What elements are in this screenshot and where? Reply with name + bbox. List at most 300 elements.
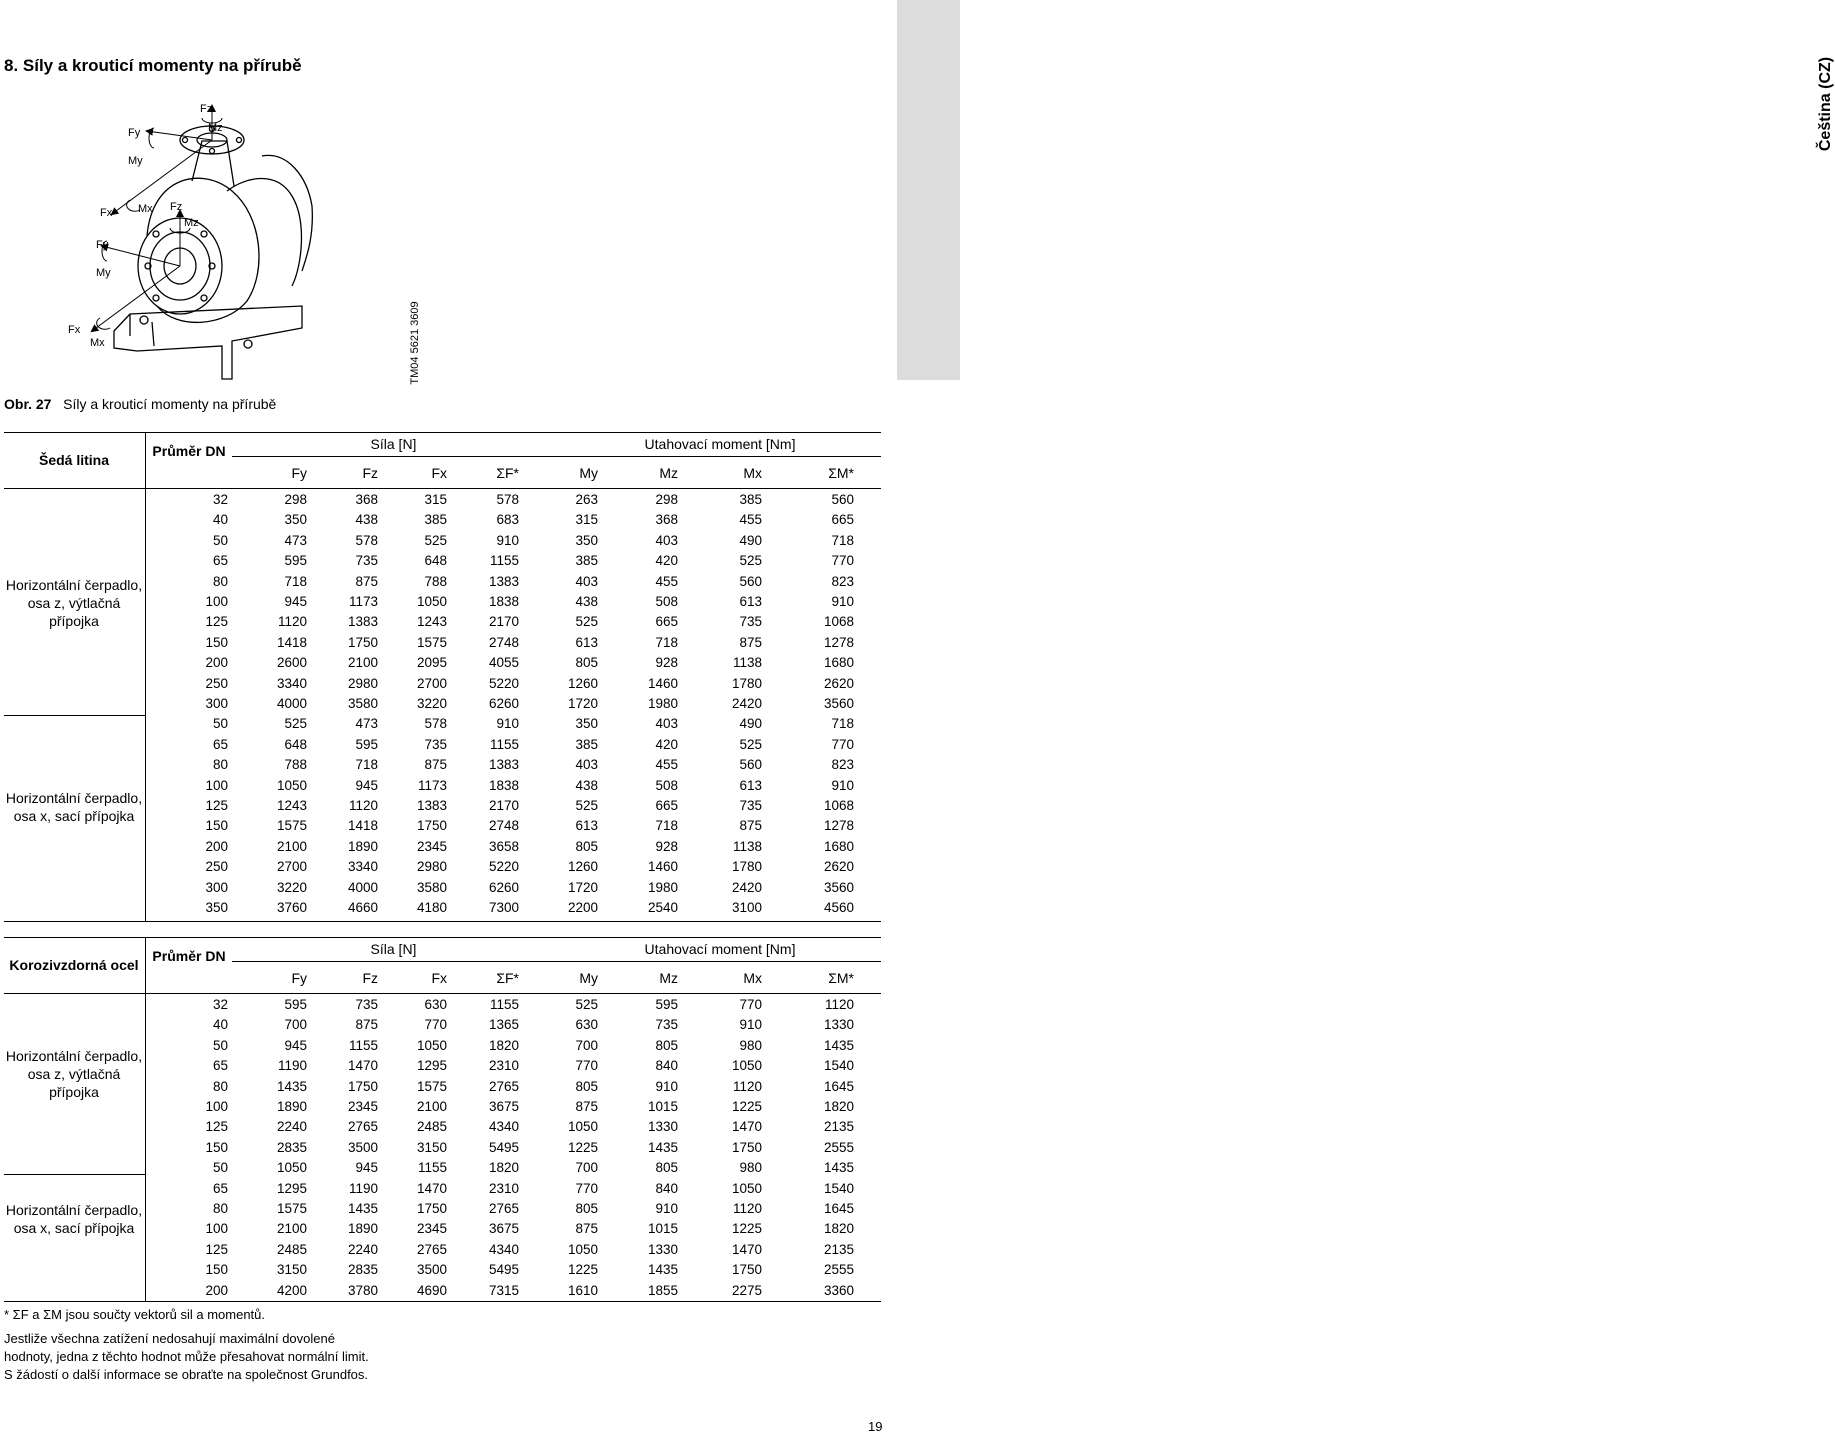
figure-caption-prefix: Obr. 27 [4, 396, 52, 412]
table-row [150, 1138, 881, 1158]
dn-cell: 100 [205, 594, 228, 609]
value-cell: 1050 [276, 1160, 307, 1176]
value-cell: 910 [655, 1201, 678, 1216]
dn-cell: 80 [212, 573, 228, 589]
table-row [150, 776, 881, 796]
dn-cell: 65 [212, 736, 228, 752]
value-cell: 595 [284, 997, 307, 1012]
value-cell: 1225 [567, 1262, 598, 1278]
value-cell: 385 [739, 492, 762, 507]
dn-cell: 125 [205, 798, 228, 813]
value-cell: 770 [424, 1017, 447, 1033]
value-cell: 2135 [823, 1119, 854, 1135]
value-cell: 508 [655, 594, 678, 609]
value-cell: 455 [655, 757, 678, 773]
value-cell: 805 [575, 838, 598, 854]
value-cell: 1418 [276, 634, 307, 650]
column-header: My [579, 970, 598, 986]
value-cell: 1890 [276, 1099, 307, 1114]
value-cell: 910 [831, 777, 854, 793]
material-label: Šedá litina [38, 452, 110, 468]
value-cell: 490 [739, 532, 762, 548]
value-cell: 438 [575, 777, 598, 793]
suction-mx-label: Mx [90, 337, 105, 349]
group1-label: Horizontální čerpadlo, osa z, výtlačná přípojka [5, 577, 143, 629]
dn-cell: 50 [212, 1037, 228, 1053]
dn-header-text: Průměr DN [152, 443, 226, 459]
value-cell: 1278 [823, 818, 854, 834]
value-cell: 2555 [823, 1262, 854, 1278]
value-cell: 613 [575, 818, 598, 834]
suction-my-label: My [96, 267, 111, 279]
value-cell: 1120 [348, 798, 378, 813]
value-cell: 2835 [347, 1262, 378, 1278]
group2-label: Horizontální čerpadlo, osa x, sací přípojka [5, 1202, 143, 1236]
value-cell: 665 [655, 798, 678, 813]
pump-flange-figure [52, 96, 332, 386]
table-row [150, 898, 881, 918]
value-cell: 613 [575, 634, 598, 650]
dn-cell: 65 [212, 553, 228, 569]
value-cell: 4000 [347, 879, 378, 895]
value-cell: 2100 [347, 655, 378, 671]
value-cell: 3658 [488, 838, 519, 854]
dn-cell: 125 [205, 1241, 228, 1257]
value-cell: 1225 [567, 1139, 598, 1155]
value-cell: 700 [284, 1017, 307, 1033]
value-cell: 2240 [347, 1241, 378, 1257]
column-header: ΣM* [828, 970, 854, 986]
value-cell: 1460 [647, 859, 678, 875]
value-cell: 1173 [417, 777, 447, 793]
value-cell: 1155 [489, 997, 519, 1012]
discharge-fz-label: Fz [200, 103, 213, 115]
value-cell: 3500 [416, 1262, 447, 1278]
dn-cell: 150 [205, 1139, 228, 1155]
value-cell: 910 [831, 594, 854, 609]
value-cell: 1890 [347, 1221, 378, 1237]
table-row [150, 837, 881, 857]
group2-label: Horizontální čerpadlo, osa x, sací přípojka [5, 790, 143, 824]
value-cell: 788 [284, 757, 307, 773]
language-tab [897, 0, 1834, 380]
dn-cell: 80 [212, 757, 228, 773]
torque-header: Utahovací moment [Nm] [644, 436, 796, 452]
value-cell: 455 [655, 573, 678, 589]
value-cell: 1190 [348, 1180, 378, 1196]
value-cell: 1383 [416, 798, 447, 813]
value-cell: 1820 [488, 1160, 519, 1176]
value-cell: 1750 [731, 1139, 762, 1155]
value-cell: 1750 [347, 634, 378, 650]
value-cell: 5220 [488, 859, 519, 875]
value-cell: 665 [655, 614, 678, 630]
value-cell: 805 [655, 1160, 678, 1176]
value-cell: 945 [284, 594, 307, 609]
value-cell: 875 [739, 634, 762, 650]
column-header: ΣF* [496, 970, 519, 986]
torque-header: Utahovací moment [Nm] [644, 941, 796, 957]
value-cell: 298 [655, 492, 678, 507]
suction-fz-label: Fz [170, 201, 183, 213]
table-row [150, 551, 881, 571]
dn-cell: 100 [205, 1099, 228, 1114]
value-cell: 595 [284, 553, 307, 569]
value-cell: 4055 [488, 655, 519, 671]
footnote-line-3: S žádostí o další informace se obraťte na společnost Grundfos. [4, 1367, 369, 1382]
value-cell: 1260 [567, 675, 598, 691]
value-cell: 560 [739, 757, 762, 773]
value-cell: 5495 [488, 1139, 519, 1155]
value-cell: 490 [739, 716, 762, 732]
value-cell: 455 [739, 512, 762, 528]
value-cell: 1435 [276, 1078, 307, 1094]
value-cell: 1418 [347, 818, 378, 834]
value-cell: 1120 [732, 1078, 762, 1094]
value-cell: 1980 [647, 879, 678, 895]
value-cell: 945 [355, 1160, 378, 1176]
dn-cell: 250 [205, 675, 228, 691]
value-cell: 1435 [347, 1201, 378, 1216]
discharge-mx-label: Mx [138, 203, 153, 215]
value-cell: 805 [575, 1078, 598, 1094]
value-cell: 4660 [347, 900, 378, 915]
dn-cell: 65 [212, 1180, 228, 1196]
value-cell: 525 [284, 716, 307, 732]
value-cell: 1050 [416, 594, 447, 609]
value-cell: 735 [739, 798, 762, 813]
value-cell: 1138 [732, 838, 762, 854]
value-cell: 2485 [276, 1241, 307, 1257]
table-row [150, 857, 881, 877]
value-cell: 2310 [488, 1180, 519, 1196]
value-cell: 718 [655, 634, 678, 650]
value-cell: 1750 [347, 1078, 378, 1094]
dn-cell: 100 [205, 777, 228, 793]
table-row [150, 1199, 881, 1219]
dn-cell: 100 [205, 1221, 228, 1237]
value-cell: 2555 [823, 1139, 854, 1155]
value-cell: 1820 [823, 1221, 854, 1237]
dn-header-text: Průměr DN [152, 948, 226, 964]
value-cell: 1155 [348, 1037, 378, 1053]
value-cell: 3340 [276, 675, 307, 691]
table-row [150, 755, 881, 775]
value-cell: 578 [355, 532, 378, 548]
value-cell: 648 [284, 736, 307, 752]
column-header: Fy [291, 970, 307, 986]
table-row [150, 1015, 881, 1035]
value-cell: 1295 [276, 1180, 307, 1196]
value-cell: 263 [575, 492, 598, 507]
value-cell: 718 [284, 573, 307, 589]
value-cell: 473 [355, 716, 378, 732]
value-cell: 665 [831, 512, 854, 528]
table-row [150, 490, 881, 510]
value-cell: 1645 [823, 1078, 854, 1094]
column-header: Mz [659, 970, 678, 986]
footnote-line-2: hodnoty, jedna z těchto hodnot může přesahovat normální limit. [4, 1349, 369, 1364]
table-row [150, 572, 881, 592]
table-row [150, 674, 881, 694]
value-cell: 1980 [647, 696, 678, 711]
value-cell: 1173 [348, 594, 378, 609]
value-cell: 980 [739, 1160, 762, 1176]
value-cell: 1750 [416, 1201, 447, 1216]
force-header: Síla [N] [370, 941, 417, 957]
value-cell: 805 [575, 655, 598, 671]
table-row [150, 633, 881, 653]
value-cell: 1260 [567, 859, 598, 875]
value-cell: 1068 [823, 798, 854, 813]
suction-fx-label: Fx [68, 324, 81, 336]
figure-caption-text: Síly a krouticí momenty na přírubě [63, 396, 277, 412]
table-row [150, 816, 881, 836]
value-cell: 350 [575, 532, 598, 548]
value-cell: 3220 [416, 696, 447, 711]
value-cell: 700 [575, 1160, 598, 1176]
value-cell: 315 [575, 512, 598, 528]
value-cell: 2620 [823, 859, 854, 875]
value-cell: 1575 [416, 634, 447, 650]
value-cell: 315 [424, 492, 447, 507]
column-header: Fx [431, 970, 447, 986]
dn-cell: 200 [205, 1282, 228, 1298]
value-cell: 2485 [416, 1119, 447, 1135]
value-cell: 1460 [647, 675, 678, 691]
value-cell: 1575 [416, 1078, 447, 1094]
table-row [150, 592, 881, 612]
value-cell: 3675 [488, 1099, 519, 1114]
value-cell: 3760 [276, 900, 307, 915]
value-cell: 1155 [489, 553, 519, 569]
value-cell: 2240 [276, 1119, 307, 1135]
stainless-table [4, 937, 881, 1302]
value-cell: 1050 [416, 1037, 447, 1053]
value-cell: 3580 [347, 696, 378, 711]
column-header: Mx [743, 465, 762, 481]
value-cell: 805 [575, 1201, 598, 1216]
column-header: Mx [743, 970, 762, 986]
value-cell: 1015 [647, 1099, 678, 1114]
value-cell: 525 [575, 997, 598, 1012]
dn-cell: 40 [212, 512, 228, 528]
value-cell: 875 [424, 757, 447, 773]
dn-cell: 80 [212, 1201, 228, 1216]
value-cell: 4340 [488, 1119, 519, 1135]
section-title: 8. Síly a krouticí momenty na přírubě [4, 56, 302, 75]
value-cell: 718 [831, 532, 854, 548]
value-cell: 1050 [731, 1180, 762, 1196]
table-row [150, 694, 881, 714]
value-cell: 2748 [488, 634, 519, 650]
table-row [150, 1036, 881, 1056]
table-row [150, 714, 881, 734]
value-cell: 403 [655, 532, 678, 548]
table-row [150, 1240, 881, 1260]
value-cell: 298 [284, 492, 307, 507]
footnote-sum: * ΣF a ΣM jsou součty vektorů sil a momentů. [4, 1307, 265, 1322]
value-cell: 2100 [276, 1221, 307, 1237]
value-cell: 1820 [823, 1099, 854, 1114]
value-cell: 823 [831, 573, 854, 589]
value-cell: 928 [655, 838, 678, 854]
column-header: ΣM* [828, 465, 854, 481]
value-cell: 4180 [416, 900, 447, 915]
value-cell: 910 [655, 1078, 678, 1094]
value-cell: 630 [575, 1017, 598, 1033]
value-cell: 4560 [823, 900, 854, 915]
value-cell: 3560 [823, 696, 854, 711]
value-cell: 1575 [276, 1201, 307, 1216]
column-header: Fy [291, 465, 307, 481]
material-label: Korozivzdorná ocel [9, 957, 139, 973]
column-header: ΣF* [496, 465, 519, 481]
value-cell: 980 [739, 1037, 762, 1053]
value-cell: 840 [655, 1180, 678, 1196]
value-cell: 1050 [731, 1058, 762, 1074]
value-cell: 3150 [276, 1262, 307, 1278]
table-row [150, 1077, 881, 1097]
value-cell: 1050 [276, 777, 307, 793]
table-row [150, 1281, 881, 1301]
value-cell: 2100 [276, 838, 307, 854]
value-cell: 630 [424, 997, 447, 1012]
dn-cell: 200 [205, 655, 228, 671]
value-cell: 1645 [823, 1201, 854, 1216]
value-cell: 735 [355, 553, 378, 569]
value-cell: 718 [355, 757, 378, 773]
value-cell: 1330 [647, 1119, 678, 1135]
value-cell: 613 [739, 594, 762, 609]
table-row [150, 1056, 881, 1076]
value-cell: 1225 [731, 1099, 762, 1114]
value-cell: 368 [655, 512, 678, 528]
value-cell: 1015 [647, 1221, 678, 1237]
value-cell: 7300 [488, 900, 519, 915]
value-cell: 1050 [567, 1119, 598, 1135]
value-cell: 1470 [731, 1119, 762, 1135]
value-cell: 2310 [488, 1058, 519, 1074]
value-cell: 1295 [416, 1058, 447, 1074]
value-cell: 438 [575, 594, 598, 609]
value-cell: 1190 [277, 1058, 307, 1074]
value-cell: 560 [831, 492, 854, 507]
value-cell: 3220 [276, 879, 307, 895]
value-cell: 385 [575, 736, 598, 752]
value-cell: 718 [655, 818, 678, 834]
suction-mz-label: Mz [184, 217, 199, 229]
value-cell: 1720 [567, 696, 598, 711]
column-header: Fx [431, 465, 447, 481]
value-cell: 403 [575, 573, 598, 589]
value-cell: 1278 [823, 634, 854, 650]
value-cell: 2275 [731, 1282, 762, 1298]
column-header: Fz [362, 970, 378, 986]
value-cell: 735 [739, 614, 762, 630]
value-cell: 3150 [416, 1139, 447, 1155]
value-cell: 2835 [276, 1139, 307, 1155]
dn-cell: 65 [212, 1058, 228, 1074]
value-cell: 910 [496, 716, 519, 732]
value-cell: 1890 [347, 838, 378, 854]
value-cell: 578 [496, 492, 519, 507]
value-cell: 350 [284, 512, 307, 528]
table-row [150, 1219, 881, 1239]
value-cell: 595 [355, 736, 378, 752]
value-cell: 1470 [347, 1058, 378, 1074]
value-cell: 385 [424, 512, 447, 528]
value-cell: 2100 [416, 1099, 447, 1114]
value-cell: 1780 [731, 859, 762, 875]
value-cell: 3100 [731, 900, 762, 915]
value-cell: 945 [284, 1037, 307, 1053]
value-cell: 2420 [731, 879, 762, 895]
figure-caption [4, 396, 276, 412]
table-row [150, 1117, 881, 1137]
table-row [150, 995, 881, 1015]
value-cell: 1435 [647, 1262, 678, 1278]
dn-cell: 50 [212, 1160, 228, 1176]
dn-cell: 150 [205, 1262, 228, 1278]
value-cell: 718 [831, 716, 854, 732]
value-cell: 945 [355, 777, 378, 793]
value-cell: 2170 [488, 614, 519, 630]
value-cell: 2540 [647, 900, 678, 915]
figure-id-code: TM04 5621 3609 [409, 301, 421, 385]
value-cell: 4000 [276, 696, 307, 711]
value-cell: 2980 [347, 675, 378, 691]
value-cell: 1855 [647, 1282, 678, 1298]
value-cell: 1120 [732, 1201, 762, 1216]
column-header: Mz [659, 465, 678, 481]
value-cell: 700 [575, 1037, 598, 1053]
value-cell: 2345 [416, 1221, 447, 1237]
cast-iron-table [4, 432, 881, 922]
value-cell: 595 [655, 997, 678, 1012]
value-cell: 1383 [347, 614, 378, 630]
value-cell: 770 [831, 736, 854, 752]
dn-cell: 350 [205, 900, 228, 915]
table-row [150, 796, 881, 816]
value-cell: 1838 [488, 594, 519, 609]
dn-cell: 32 [212, 492, 228, 507]
suction-fy-label: Fy [96, 239, 109, 251]
table-row [150, 878, 881, 898]
table-row [150, 735, 881, 755]
value-cell: 1720 [567, 879, 598, 895]
value-cell: 368 [355, 492, 378, 507]
dn-cell: 250 [205, 859, 228, 875]
table-row [150, 1097, 881, 1117]
value-cell: 875 [355, 1017, 378, 1033]
value-cell: 4690 [416, 1282, 447, 1298]
value-cell: 420 [655, 553, 678, 569]
value-cell: 438 [355, 512, 378, 528]
value-cell: 683 [496, 512, 519, 528]
value-cell: 2700 [416, 675, 447, 691]
value-cell: 1750 [416, 818, 447, 834]
value-cell: 1138 [732, 655, 762, 671]
discharge-fx-label: Fx [100, 207, 113, 219]
value-cell: 2748 [488, 818, 519, 834]
dn-cell: 125 [205, 1119, 228, 1135]
value-cell: 2980 [416, 859, 447, 875]
value-cell: 1225 [731, 1221, 762, 1237]
value-cell: 2200 [567, 900, 598, 915]
table-row [150, 510, 881, 530]
value-cell: 928 [655, 655, 678, 671]
